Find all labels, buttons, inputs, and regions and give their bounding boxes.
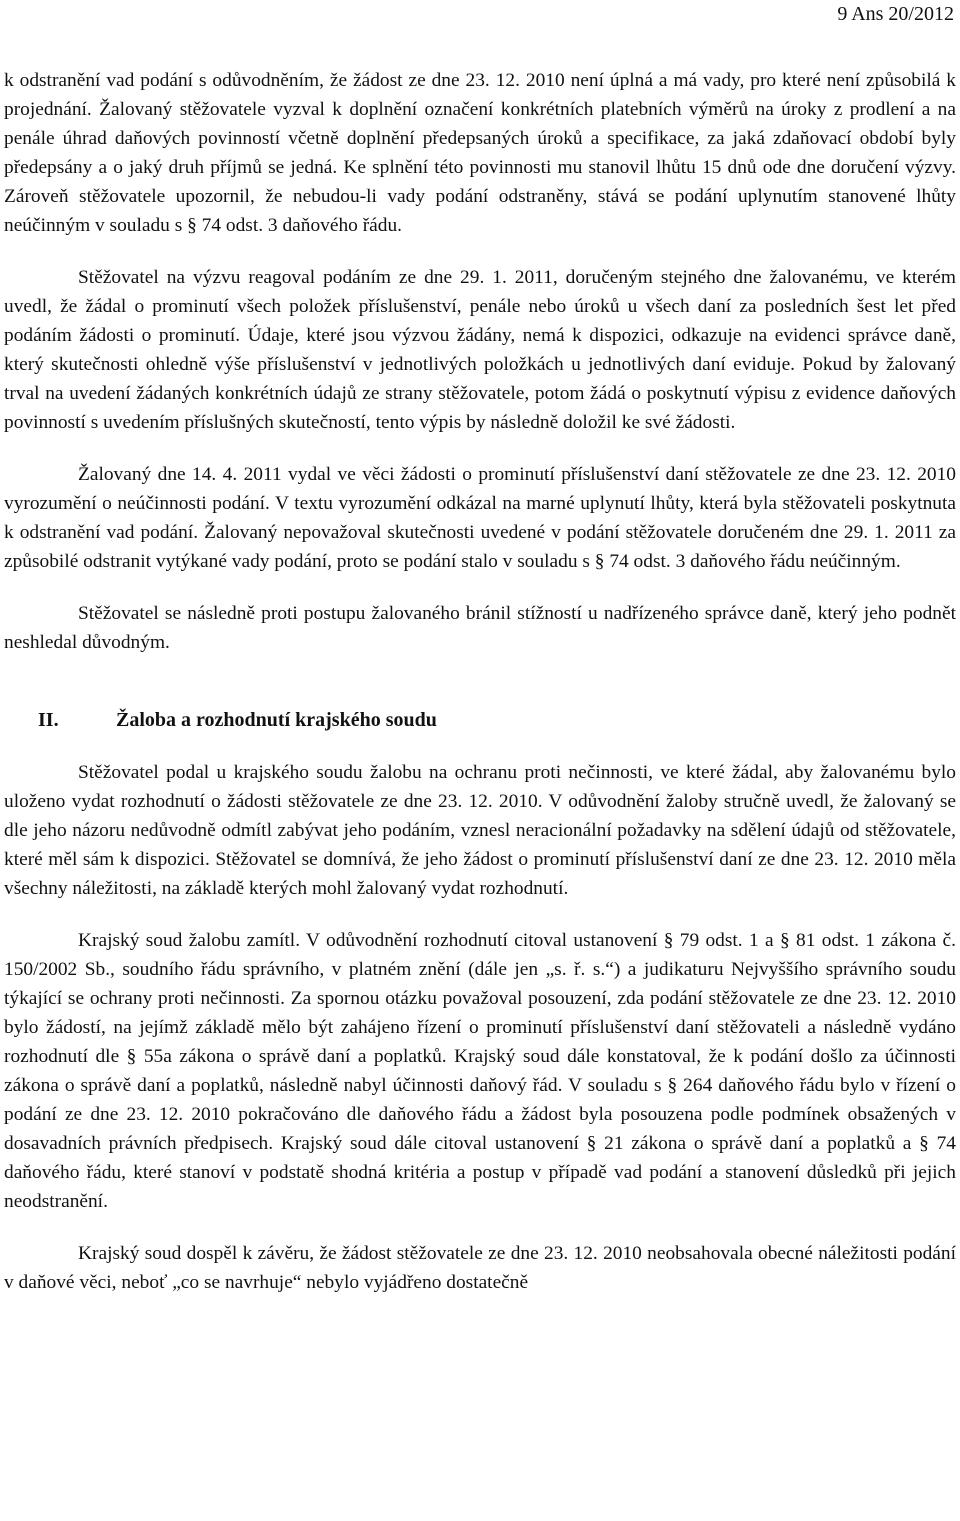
page-header-case-number: 9 Ans 20/2012	[837, 3, 954, 25]
paragraph: Žalovaný dne 14. 4. 2011 vydal ve věci žádosti o prominutí příslušenství daní stěžovatele ze dne 23. 12. 2010 vyrozumění o neúčinnosti podání. V textu vyrozumění odkázal na marné uplynutí lhůty, která byla stěžovateli poskytnuta k odstranění vad podání. Žalovaný nepovažoval skutečnosti uvedené v podání stěžovatele doručeném dne 29. 1. 2011 za způsobilé odstranit vytýkané vady podání, proto se podání stalo v souladu s § 74 odst. 3 daňového řádu neúčinným.	[4, 464, 956, 572]
paragraph: Krajský soud dospěl k závěru, že žádost stěžovatele ze dne 23. 12. 2010 neobsahovala obecné náležitosti podání v daňové věci, neboť „co se navrhuje“ nebylo vyjádřeno dostatečně	[4, 1243, 956, 1293]
paragraph: Krajský soud žalobu zamítl. V odůvodnění rozhodnutí citoval ustanovení § 79 odst. 1 a § 81 odst. 1 zákona č. 150/2002 Sb., soudního řádu správního, v platném znění (dále jen „s. ř. s.“) a judikaturu Nejvyššího správního soudu týkající se ochrany proti nečinnosti. Za spornou otázku považoval posouzení, zda podání stěžovatele ze dne 23. 12. 2010 bylo žádostí, na jejímž základě mělo být zahájeno řízení o prominutí příslušenství daní stěžovateli a následně vydáno rozhodnutí dle § 55a zákona o správě daní a poplatků. Krajský soud dále konstatoval, že k podání došlo za účinnosti zákona o správě daní a poplatků, následně nabyl účinnosti daňový řád. V souladu s § 264 daňového řádu bylo v řízení o podání ze dne 23. 12. 2010 pokračováno dle daňového řádu a žádost byla posouzena podle podmínek obsažených v dosavadních právních předpisech. Krajský soud dále citoval ustanovení § 21 zákona o správě daní a poplatků a § 74 daňového řádu, které stanoví v podstatě shodná kritéria a postup v případě vad podání a stanovení důsledků při jejich neodstranění.	[4, 930, 956, 1212]
paragraph: Stěžovatel se následně proti postupu žalovaného bránil stížností u nadřízeného správce daně, který jeho podnět neshledal důvodným.	[4, 603, 956, 653]
document-body	[4, 66, 956, 1297]
paragraph: Stěžovatel podal u krajského soudu žalobu na ochranu proti nečinnosti, ve které žádal, aby žalovanému bylo uloženo vydat rozhodnutí o žádosti stěžovatele ze dne 23. 12. 2010. V odůvodnění žaloby stručně uvedl, že žalovaný se dle jeho názoru nedůvodně odmítl zabývat jeho podáním, vznesl neracionální požadavky na sdělení údajů od stěžovatele, které měl sám k dispozici. Stěžovatel se domnívá, že jeho žádost o prominutí příslušenství daní ze dne 23. 12. 2010 měla všechny náležitosti, na základě kterých mohl žalovaný vydat rozhodnutí.	[4, 762, 956, 899]
section-number: II.	[38, 709, 59, 731]
section-heading	[4, 706, 956, 735]
section-title: Žaloba a rozhodnutí krajského soudu	[116, 709, 437, 731]
paragraph: Stěžovatel na výzvu reagoval podáním ze dne 29. 1. 2011, doručeným stejného dne žalovanému, ve kterém uvedl, že žádal o prominutí všech položek příslušenství, penále nebo úroků u všech daní za posledních šest let před podáním žádosti o prominutí. Údaje, které jsou výzvou žádány, nemá k dispozici, odkazuje na evidenci správce daně, který skutečnosti ohledně výše příslušenství v jednotlivých položkách u jednotlivých daní eviduje. Pokud by žalovaný trval na uvedení žádaných konkrétních údajů ze strany stěžovatele, potom žádá o poskytnutí výpisu z evidence daňových povinností s uvedením příslušných skutečností, tento výpis by následně doložil ke své žádosti.	[4, 267, 956, 433]
paragraph-continuation: k odstranění vad podání s odůvodněním, že žádost ze dne 23. 12. 2010 není úplná a má vady, pro které není způsobilá k projednání. Žalovaný stěžovatele vyzval k doplnění označení konkrétních platebních výměrů na úroky z prodlení a na penále úhrad daňových povinností včetně doplnění předepsaných úroků a specifikace, za jaká zdaňovací období byly předepsány a o jaký druh příjmů se jedná. Ke splnění této povinnosti mu stanovil lhůtu 15 dnů ode dne doručení výzvy. Zároveň stěžovatele upozornil, že nebudou-li vady podání odstraněny, stává se podání uplynutím stanovené lhůty neúčinným v souladu s § 74 odst. 3 daňového řádu.	[4, 70, 956, 236]
